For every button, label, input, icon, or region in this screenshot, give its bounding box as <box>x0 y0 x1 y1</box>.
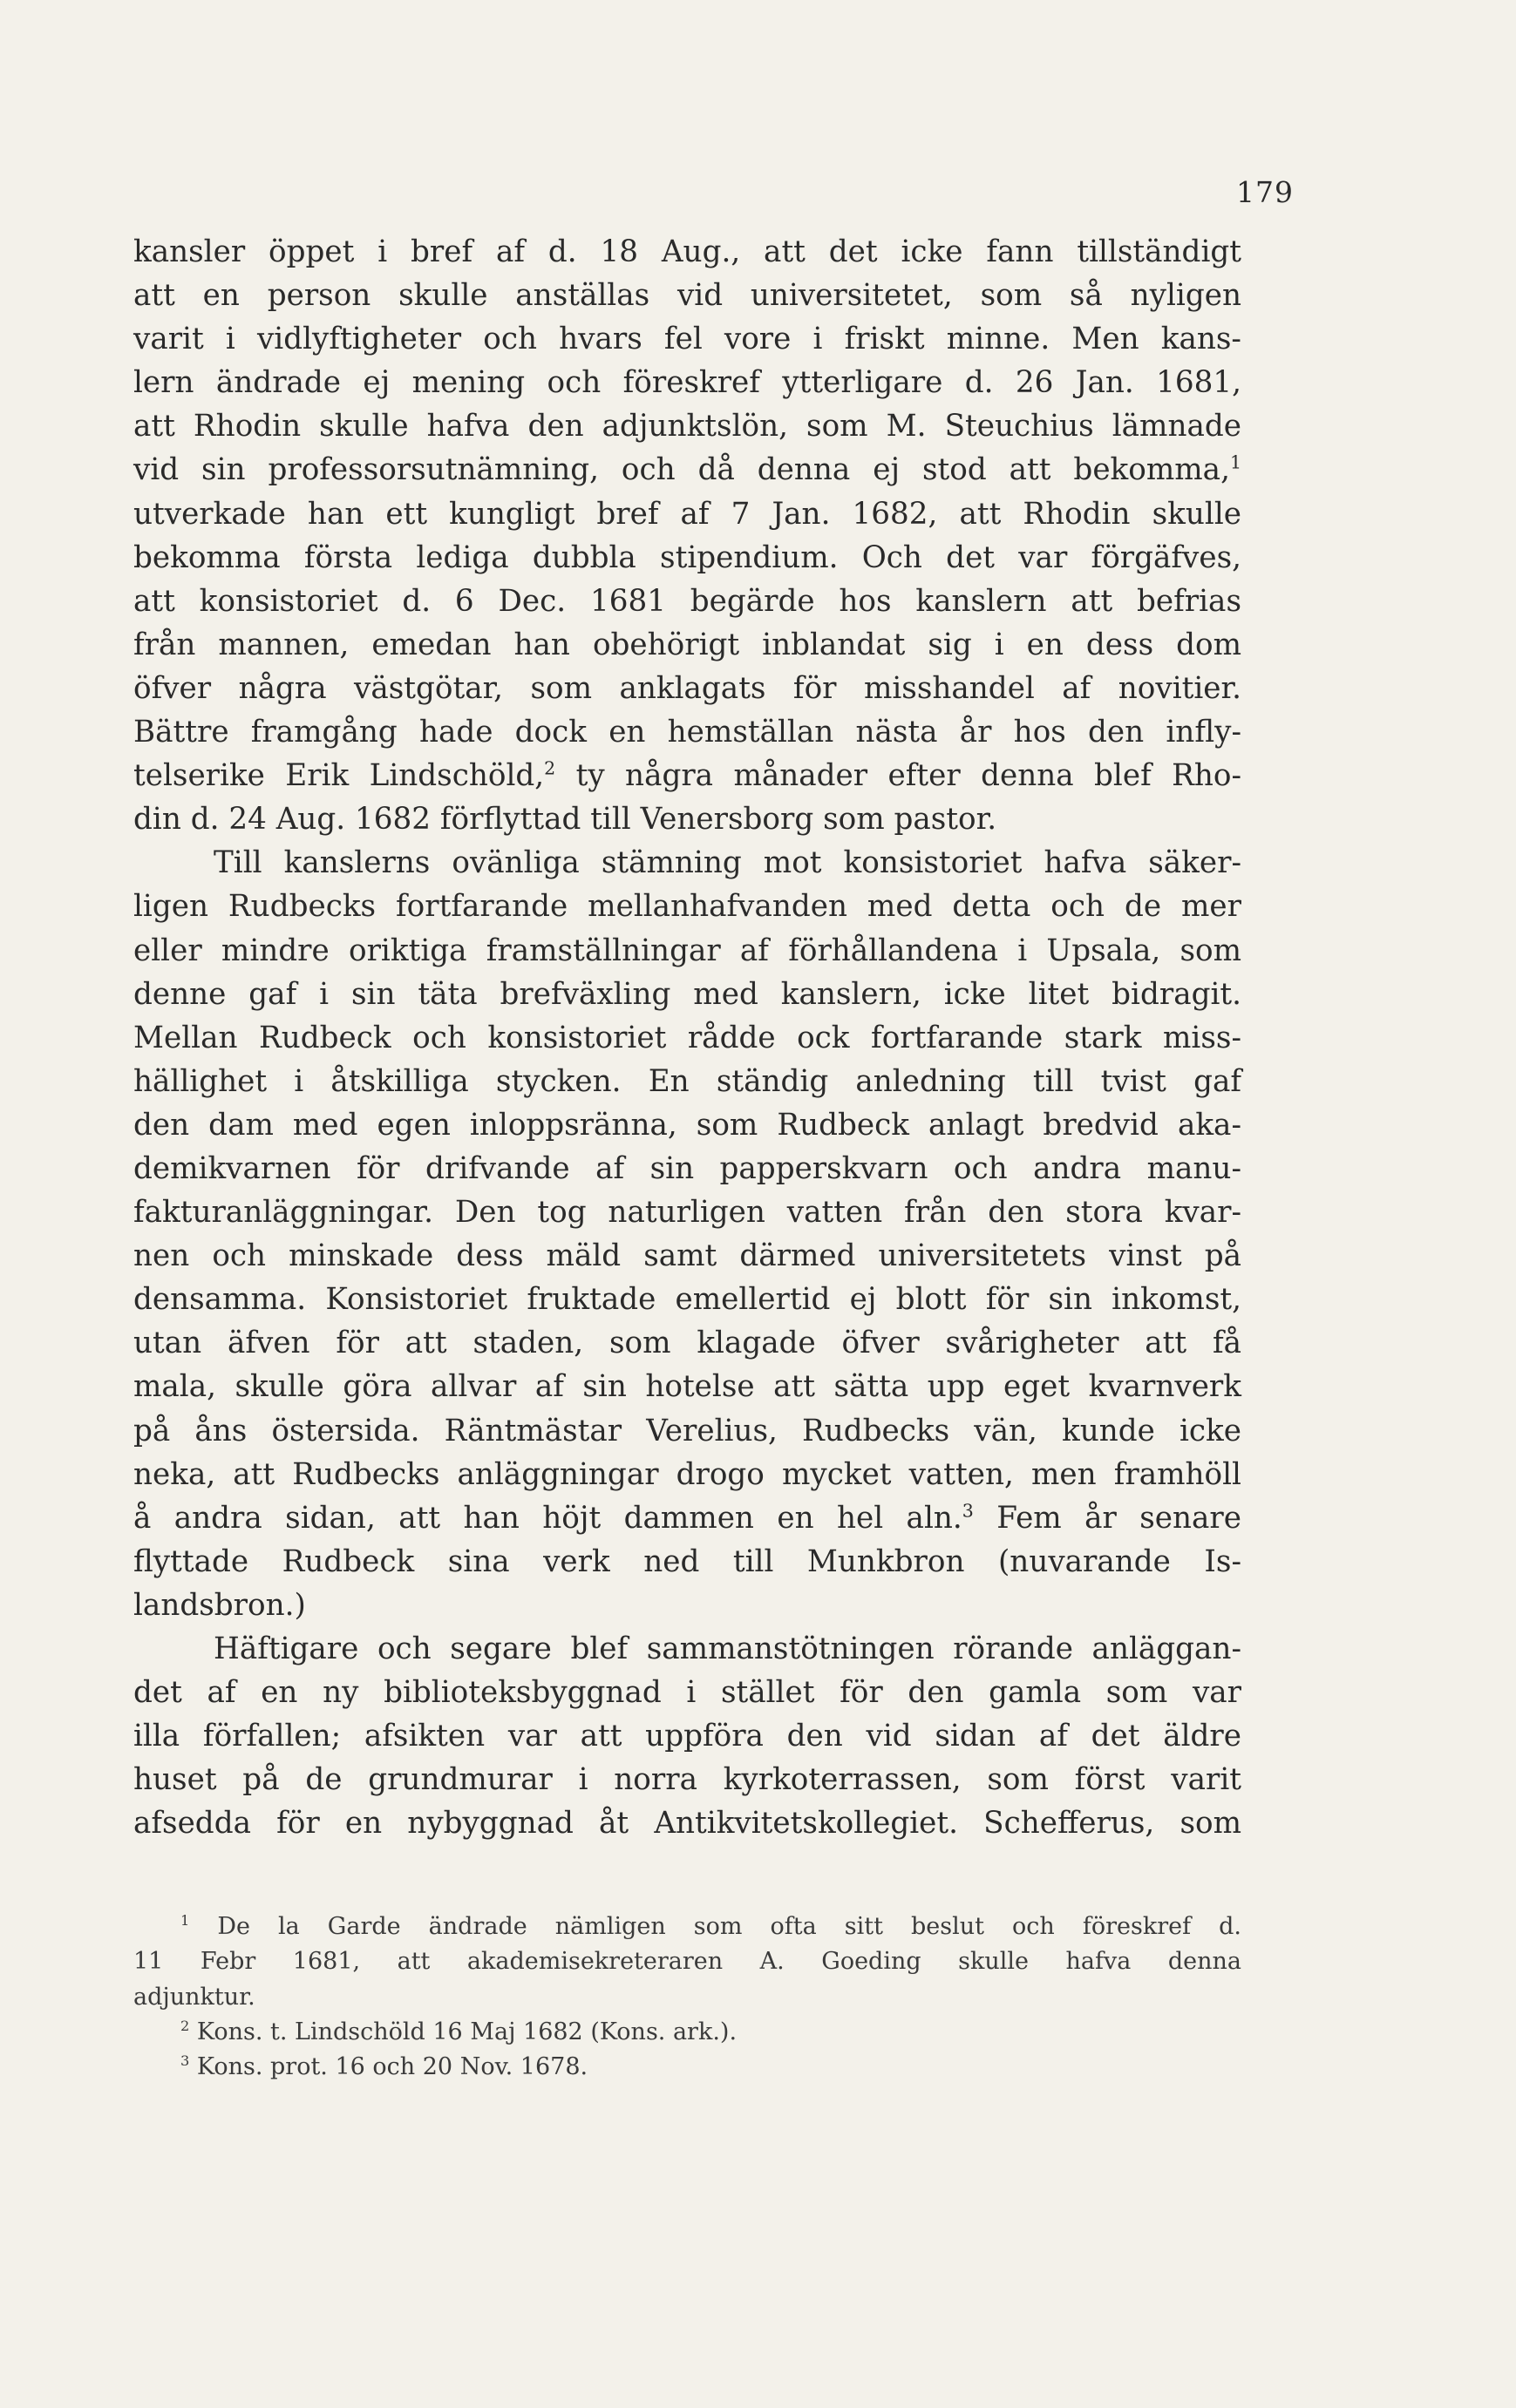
text-line <box>133 1627 1241 1671</box>
text-line <box>133 580 1241 623</box>
text-line <box>133 1584 1241 1627</box>
text-line <box>133 667 1241 710</box>
text-line-content: att en person skulle anställas vid universitetet, som så nyligen <box>133 278 1241 314</box>
text-line-content: eller mindre oriktiga framställningar af förhållandena i Upsala, som <box>133 933 1241 968</box>
text-line <box>133 448 1241 492</box>
footnote-marker: 1 <box>180 1912 190 1929</box>
page-number: 179 <box>1236 175 1294 209</box>
text-line <box>133 1801 1241 1845</box>
footnote-text: Kons. prot. 16 och 20 Nov. 1678. <box>189 2053 588 2081</box>
text-line <box>133 1060 1241 1103</box>
text-line-content: densamma. Konsistoriet fruktade emellertid ej blott för sin inkomst, <box>133 1282 1241 1318</box>
text-line-content: varit i vidlyftigheter och hvars fel vore i friskt minne. Men kans- <box>133 322 1241 357</box>
text-line-content: vid sin professorsutnämning, och då denna ej stod att bekomma, <box>133 452 1230 488</box>
footnote-line <box>133 1909 1241 1944</box>
text-line <box>133 754 1241 797</box>
text-line-content: lern ändrade ej mening och föreskref ytterligare d. 26 Jan. 1681, <box>133 365 1241 401</box>
text-line <box>133 1234 1241 1278</box>
text-line <box>133 797 1241 841</box>
text-line-content: den dam med egen inloppsränna, som Rudbeck anlagt bredvid aka- <box>133 1107 1241 1143</box>
text-line <box>133 361 1241 404</box>
text-line-content: från mannen, emedan han obehörigt inblandat sig i en dess dom <box>133 627 1241 662</box>
text-line <box>133 710 1241 754</box>
text-line-content: afsedda för en nybyggnad åt Antikvitetskollegiet. Schefferus, som <box>133 1806 1241 1842</box>
text-line-content: på åns östersida. Räntmästar Verelius, Rudbecks vän, kunde icke <box>133 1413 1241 1448</box>
text-line-content: fakturanläggningar. Den tog naturligen vatten från den stora kvar- <box>133 1195 1241 1231</box>
text-line <box>133 536 1241 580</box>
text-line-content: Till kanslerns ovänliga stämning mot konsistoriet hafva säker- <box>214 845 1241 881</box>
text-line <box>133 1190 1241 1234</box>
footnote-reference: 2 <box>544 757 556 779</box>
text-line-content: landsbron.) <box>133 1587 306 1623</box>
footnote-text: Kons. t. Lindschöld 16 Maj 1682 (Kons. ark.). <box>189 2018 738 2045</box>
text-line-content: huset på de grundmurar i norra kyrkoterrassen, som först varit <box>133 1762 1241 1798</box>
text-line-content: Bättre framgång hade dock en hemställan nästa år hos den infly- <box>133 715 1241 750</box>
text-line-content: bekomma första lediga dubbla stipendium. Och det var förgäfves, <box>133 539 1241 575</box>
text-line <box>133 492 1241 536</box>
footnote-line <box>133 2050 1241 2085</box>
text-line <box>133 929 1241 973</box>
text-line-content: det af en ny biblioteksbyggnad i stället för den gamla som var <box>133 1675 1241 1711</box>
text-line-content: nen och minskade dess mäld samt därmed universitetets vinst på <box>133 1238 1241 1274</box>
text-line-content: telserike Erik Lindschöld, <box>133 758 545 794</box>
text-line-content: öfver några västgötar, som anklagats för misshandel af novitier. <box>133 670 1241 706</box>
text-line <box>133 1496 1241 1540</box>
footnote-text: adjunktur. <box>133 1983 255 2011</box>
footnote-marker: 3 <box>180 2052 190 2070</box>
footnote-line <box>133 1980 1241 2015</box>
text-line <box>133 1103 1241 1147</box>
text-line <box>133 1016 1241 1060</box>
text-line-content: utan äfven för att staden, som klagade öfver svårigheter att få <box>133 1326 1241 1361</box>
text-line-content: kansler öppet i bref af d. 18 Aug., att det icke fann tillständigt <box>133 234 1241 269</box>
text-line <box>133 1409 1241 1453</box>
text-line-content: flyttade Rudbeck sina verk ned till Munkbron (nuvarande Is- <box>133 1543 1241 1579</box>
text-line-content: hällighet i åtskilliga stycken. En ständig anledning till tvist gaf <box>133 1063 1241 1099</box>
text-line <box>133 623 1241 667</box>
text-line-content: demikvarnen för drifvande af sin papperskvarn och andra manu- <box>133 1150 1241 1186</box>
text-line <box>133 1321 1241 1365</box>
text-line <box>133 1278 1241 1321</box>
text-line-content: denne gaf i sin täta brefväxling med kanslern, icke litet bidragit. <box>133 976 1241 1012</box>
text-line <box>133 274 1241 317</box>
footnotes <box>133 1909 1241 2085</box>
text-line-content: mala, skulle göra allvar af sin hotelse att sätta upp eget kvarnverk <box>133 1369 1241 1405</box>
text-line-content: ligen Rudbecks fortfarande mellanhafvanden med detta och de mer <box>133 889 1241 925</box>
text-line-content: att Rhodin skulle hafva den adjunktslön, som M. Steuchius lämnade <box>133 409 1241 444</box>
text-line <box>133 841 1241 885</box>
text-line <box>133 317 1241 361</box>
text-line-content: illa förfallen; afsikten var att uppföra den vid sidan af det äldre <box>133 1719 1241 1754</box>
text-line <box>133 1453 1241 1496</box>
text-line <box>133 973 1241 1016</box>
footnote-line <box>133 2015 1241 2050</box>
text-line <box>133 1540 1241 1584</box>
footnote-text: De la Garde ändrade nämligen som ofta sitt beslut och föreskref d. <box>189 1913 1241 1940</box>
footnote-reference: 1 <box>1229 452 1241 474</box>
text-line <box>133 1671 1241 1714</box>
text-line <box>133 404 1241 448</box>
text-line <box>133 1714 1241 1758</box>
text-line <box>133 1758 1241 1801</box>
footnote-marker: 2 <box>180 2017 190 2034</box>
text-line-content: din d. 24 Aug. 1682 förflyttad till Venersborg som pastor. <box>133 802 997 838</box>
footnote-text: 11 Febr 1681, att akademisekreteraren A. Goeding skulle hafva denna <box>133 1948 1241 1976</box>
footnote-line <box>133 1944 1241 1979</box>
text-line-content: att konsistoriet d. 6 Dec. 1681 begärde hos kanslern att befrias <box>133 583 1241 619</box>
text-line <box>133 1365 1241 1408</box>
text-line-content: neka, att Rudbecks anläggningar drogo mycket vatten, men framhöll <box>133 1456 1241 1492</box>
text-line-continuation: ty några månader efter denna blef Rho- <box>555 758 1242 794</box>
text-line-content: Häftigare och segare blef sammanstötningen rörande anläggan- <box>214 1631 1241 1666</box>
text-line-content: å andra sidan, att han höjt dammen en hel aln. <box>133 1500 962 1536</box>
main-text <box>133 230 1241 1845</box>
text-line <box>133 885 1241 928</box>
text-line-content: utverkade han ett kungligt bref af 7 Jan. 1682, att Rhodin skulle <box>133 496 1241 532</box>
footnote-reference: 3 <box>962 1500 974 1522</box>
text-line <box>133 230 1241 274</box>
text-line <box>133 1147 1241 1190</box>
text-line-continuation: Fem år senare <box>973 1500 1241 1536</box>
text-line-content: Mellan Rudbeck och konsistoriet rådde ock fortfarande stark miss- <box>133 1020 1241 1055</box>
